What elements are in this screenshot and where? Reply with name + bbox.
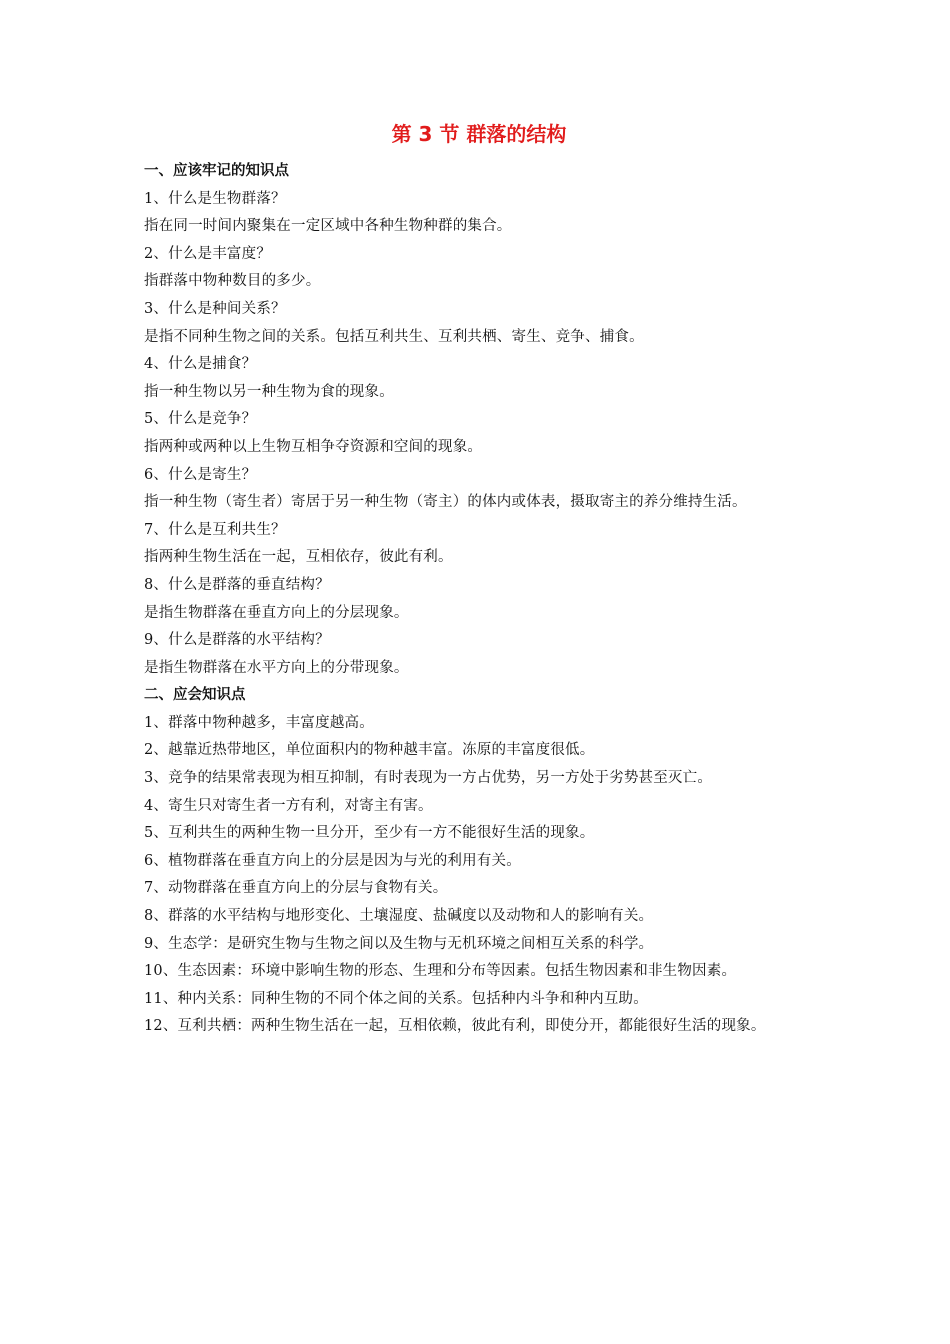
knowledge-point-3: 3、竞争的结果常表现为相互抑制，有时表现为一方占优势，另一方处于劣势甚至灭亡。 xyxy=(144,770,713,787)
answer-5: 指两种或两种以上生物互相争夺资源和空间的现象。 xyxy=(144,438,483,455)
question-2: 2、什么是丰富度？ xyxy=(144,245,272,262)
question-7: 7、什么是互利共生？ xyxy=(144,521,286,538)
knowledge-point-6: 6、植物群落在垂直方向上的分层是因为与光的利用有关。 xyxy=(144,852,521,869)
knowledge-point-7: 7、动物群落在垂直方向上的分层与食物有关。 xyxy=(144,880,448,897)
answer-6: 指一种生物（寄生者）寄居于另一种生物（寄主）的体内或体表，摄取寄主的养分维持生活。 xyxy=(144,494,747,511)
page-title: 第 3 节 群落的结构 xyxy=(391,122,567,146)
section-1-list xyxy=(144,186,814,683)
question-1: 1、什么是生物群落？ xyxy=(144,190,286,207)
knowledge-point-2: 2、越靠近热带地区，单位面积内的物种越丰富。冻原的丰富度很低。 xyxy=(144,742,595,759)
answer-7: 指两种生物生活在一起，互相依存，彼此有利。 xyxy=(144,549,453,566)
question-9: 9、什么是群落的水平结构？ xyxy=(144,632,330,649)
knowledge-point-5: 5、互利共生的两种生物一旦分开，至少有一方不能很好生活的现象。 xyxy=(144,825,595,842)
question-8: 8、什么是群落的垂直结构？ xyxy=(144,576,330,593)
knowledge-point-4: 4、寄生只对寄生者一方有利，对寄主有害。 xyxy=(144,797,433,814)
section-heading-1: 一、应该牢记的知识点 xyxy=(144,163,289,179)
question-3: 3、什么是种间关系？ xyxy=(144,300,286,317)
knowledge-point-1: 1、群落中物种越多，丰富度越高。 xyxy=(144,714,374,731)
question-5: 5、什么是竞争？ xyxy=(144,411,257,428)
answer-4: 指一种生物以另一种生物为食的现象。 xyxy=(144,383,394,400)
answer-2: 指群落中物种数目的多少。 xyxy=(144,273,321,290)
answer-8: 是指生物群落在垂直方向上的分层现象。 xyxy=(144,604,409,621)
knowledge-point-10: 10、生态因素：环境中影响生物的形态、生理和分布等因素。包括生物因素和非生物因素。 xyxy=(144,963,737,980)
knowledge-point-11: 11、种内关系：同种生物的不同个体之间的关系。包括种内斗争和种内互助。 xyxy=(144,990,648,1007)
answer-3: 是指不同种生物之间的关系。包括互利共生、互利共栖、寄生、竞争、捕食。 xyxy=(144,328,644,345)
document-page xyxy=(144,120,814,1041)
question-4: 4、什么是捕食？ xyxy=(144,356,257,373)
answer-1: 指在同一时间内聚集在一定区域中各种生物种群的集合。 xyxy=(144,218,512,235)
section-2-list xyxy=(144,710,814,1041)
question-6: 6、什么是寄生？ xyxy=(144,466,257,483)
knowledge-point-12: 12、互利共栖：两种生物生活在一起，互相依赖，彼此有利，即使分开，都能很好生活的现象。 xyxy=(144,1018,766,1035)
answer-9: 是指生物群落在水平方向上的分带现象。 xyxy=(144,659,409,676)
section-heading-2: 二、应会知识点 xyxy=(144,687,246,704)
knowledge-point-8: 8、群落的水平结构与地形变化、土壤湿度、盐碱度以及动物和人的影响有关。 xyxy=(144,908,654,925)
knowledge-point-9: 9、生态学：是研究生物与生物之间以及生物与无机环境之间相互关系的科学。 xyxy=(144,935,654,952)
